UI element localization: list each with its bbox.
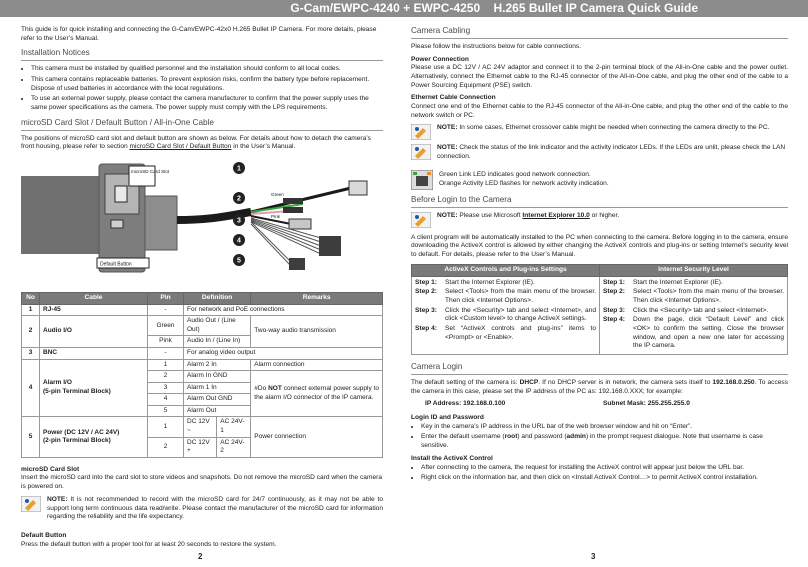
default-button-text: Press the default button with a proper tool for at least 20 seconds to restore the system. bbox=[21, 540, 277, 548]
ip-address-example: IP Address: 192.168.0.100 bbox=[425, 400, 506, 408]
green-led-text: Green Link LED indicates good network connection. bbox=[439, 171, 591, 179]
table-row: 4 Alarm I/O (5-pin Terminal Block) 1 Alarm 2 In Alarm connection bbox=[22, 359, 383, 371]
installation-item: • This camera contains replaceable batteries. To prevent explosion risks, confirm the battery type before replacement. Dispose of used batteries in accordance with the local regulations. bbox=[31, 76, 383, 93]
default-button-label: Default Button bbox=[100, 261, 132, 268]
note-icon bbox=[411, 144, 431, 160]
login-heading: Before Login to the Camera bbox=[411, 195, 788, 208]
page-header bbox=[0, 0, 808, 17]
list-item: • After connecting to the camera, the request for installing the ActiveX control will appear just below the URL bar. bbox=[421, 464, 788, 473]
pin-table-header bbox=[22, 292, 383, 304]
col-remarks: Remarks bbox=[251, 292, 383, 304]
header-title: G-Cam/EWPC-4240 + EWPC-4250 H.265 Bullet IP Camera Quick Guide bbox=[290, 1, 698, 15]
note-icon bbox=[411, 212, 431, 228]
callout-number: 3 bbox=[237, 217, 241, 225]
idpw-heading: Login ID and Password bbox=[411, 414, 484, 422]
camera-figure bbox=[21, 158, 383, 284]
cable-power bbox=[251, 222, 291, 266]
rj45-led-icon bbox=[411, 170, 433, 190]
col-cable: Cable bbox=[40, 292, 148, 304]
ie-version-link: Internet Explorer 10.0 bbox=[522, 211, 590, 219]
page-number-right: 3 bbox=[591, 552, 596, 561]
callout-number: 1 bbox=[237, 165, 241, 173]
slot-section-text: The positions of microSD card slot and default button are shown as below. For details about how to detach the camera’s front housing, please refer to section microSD Card Slot / Default Button in the User’s Manual. bbox=[21, 134, 371, 151]
page-number-left: 2 bbox=[198, 552, 203, 561]
table-row: 2 Audio I/O Green Audio Out / (Line Out) Two-way audio transmission bbox=[22, 316, 383, 336]
col-no: No bbox=[22, 292, 40, 304]
led-note: NOTE: Check the status of the link indicator and the activity indicator LEDs. If the LEDs are unlit, please check the LAN connection. bbox=[411, 144, 788, 165]
manual-section-link: microSD Card Slot / Default Button bbox=[129, 143, 232, 151]
intro-text: This guide is for quick installing and connecting the G-Cam/EWPC-42x0 H.265 Bullet IP Camera. For more details, please refer to the User’s Manual. bbox=[21, 26, 377, 42]
default-button-icon bbox=[111, 220, 123, 228]
table-row: 5 Alarm Out bbox=[22, 405, 383, 417]
installation-list bbox=[31, 65, 383, 113]
cabling-intro: Please follow the instructions below for cable connections. bbox=[411, 42, 582, 50]
pin-table bbox=[21, 292, 383, 458]
callout-number: 2 bbox=[237, 195, 241, 203]
camera-login-heading: Camera Login bbox=[411, 362, 788, 375]
orange-led-text: Orange Activity LED flashes for network activity indication. bbox=[439, 179, 609, 187]
note-icon bbox=[411, 124, 431, 140]
microsd-note: NOTE: It is not recommended to record with the microSD card for 24/7 continuously, as it may not be able to support long term continuous data read/write. Please contact the manufacturer of the microSD card for information regarding the reliability and the life expectancy. bbox=[21, 496, 383, 526]
subnet-mask-example: Subnet Mask: 255.255.255.0 bbox=[603, 400, 690, 408]
left-column bbox=[21, 26, 383, 553]
installation-heading: Installation Notices bbox=[21, 48, 383, 61]
camera-diagram bbox=[21, 158, 383, 284]
table-row: 4 Alarm Out GND bbox=[22, 394, 383, 406]
crossover-note: NOTE: In some cases, Ethernet crossover cable might be needed when connecting the camera directly to the PC. bbox=[411, 124, 788, 140]
col-pin: Pin bbox=[148, 292, 184, 304]
login-text: A client program will be automatically installed to the PC when connecting to the camera. Before logging in to the camera, ensure downloading the ActiveX control is allowed by either changing the ActiveX controls and plug-ins or setting Internet’s security level to default. For details, please refer to the User’s Manual. bbox=[411, 233, 788, 259]
activex-table bbox=[411, 264, 788, 355]
bnc-connector bbox=[289, 219, 311, 229]
list-item: • Enter the default username (root) and password (admin) in the prompt request dialogue. Note that username is case sensitive. bbox=[421, 433, 788, 450]
sd-slot-label: microSD Card Slot bbox=[131, 168, 170, 174]
camera-login-text: The default setting of the camera is: DHCP. If no DHCP server is in network, the camera sets itself to 192.168.0.250. To access the camera in this case, please set the IP address of the PC as: 192.168.0.XXX; for example: bbox=[411, 378, 788, 395]
slot-section-heading: microSD Card Slot / Default Button / All-in-One Cable bbox=[21, 118, 383, 131]
ethernet-heading: Ethernet Cable Connection bbox=[411, 94, 496, 102]
table-row: Pink Audio In / (Line In) bbox=[22, 336, 383, 348]
table-row: Step 1: Start the Internet Explorer (IE). Step 2: Select <Tools> from the main menu of the browser. Then click <Internet Options>. Step 3: Click the <Security> tab and select <Internet>, and click <Custom level> to change ActiveX settings. Step 4: Set “ActiveX controls and plug-ins” items to <Prompt> or <Enable>. Step 1: Start the Internet Explorer (IE). Step 2: Select <Tools> from the main menu of the browser. Then click <Internet Options>. Step 3: Click the <Security> tab and select <Internet>. Step 4: Down the page, click “Default Level” and click <OK> to confirm the setting. Close the browser window, and open a new one later for accessing the IP camera. bbox=[412, 276, 788, 355]
table-row: 5 Power (DC 12V / AC 24V) (2-pin Terminal Block) 1 DC 12V ~ AC 24V-1 Power connection bbox=[22, 417, 383, 437]
table-row: 3 Alarm 1 In bbox=[22, 382, 383, 394]
microsd-heading: microSD Card Slot bbox=[21, 465, 80, 473]
audio-plug-pink bbox=[283, 207, 303, 213]
right-column bbox=[411, 26, 788, 487]
table-row: 1 RJ-45 - For network and PoE connections bbox=[22, 304, 383, 316]
activex-install-heading: Install the ActiveX Control bbox=[411, 454, 493, 462]
microsd-text: Insert the microSD card into the card slot to store videos and snapshots. Do not remove the microSD card when the camera is powered on. bbox=[21, 474, 382, 491]
activex-install-list bbox=[421, 464, 788, 483]
ip-example bbox=[425, 400, 788, 409]
cabling-heading: Camera Cabling bbox=[411, 26, 788, 39]
installation-item: • To use an external power supply, please contact the camera manufacturer to confirm that the power supply uses the same power specifications as the camera. The power supply must comply with the LPS requirements. bbox=[31, 95, 383, 112]
ethernet-text: Connect one end of the Ethernet cable to the RJ-45 connector of the All-in-One cable, and plug the other end of the cable to the network switch or PC. bbox=[411, 103, 788, 119]
power-heading: Power Connection bbox=[411, 55, 469, 63]
callout-number: 4 bbox=[237, 237, 241, 245]
table-row: 3 BNC - For analog video output bbox=[22, 348, 383, 360]
power-terminal-block bbox=[289, 258, 305, 270]
green-wire-label: Green bbox=[271, 191, 284, 197]
sd-card-slot-icon bbox=[115, 186, 127, 202]
activex-settings-header: ActiveX Controls and Plug-ins Settings bbox=[412, 264, 600, 276]
pink-wire-label: Pink bbox=[271, 213, 280, 219]
list-item: • Right click on the information bar, and then click on <Install ActiveX Control…> to permit ActiveX control installation. bbox=[421, 474, 788, 483]
callout-number: 5 bbox=[237, 257, 241, 265]
camera-rear bbox=[145, 196, 177, 250]
default-button-heading: Default Button bbox=[21, 532, 67, 539]
list-item: • Key in the camera’s IP address in the URL bar of the web browser window and hit on “Enter”. bbox=[421, 423, 788, 432]
installation-item: • This camera must be installed by qualified personnel and the installation should conform to all local codes. bbox=[31, 65, 383, 74]
camera-body bbox=[21, 176, 99, 254]
note-icon bbox=[21, 496, 41, 512]
led-legend bbox=[411, 170, 788, 190]
audio-plug-green bbox=[283, 198, 303, 204]
power-text: Please use a DC 12V / AC 24V adaptor and connect it to the 2-pin terminal block of the All-in-One cable and the power outlet. Alternatively, connect the Ethernet cable to the RJ-45 connector of the All-in-One cable, and plug the other end of the cable to a Power Sourcing Equipment (PSE) switch. bbox=[411, 64, 788, 89]
rj45-connector bbox=[349, 181, 367, 195]
security-level-header: Internet Security Level bbox=[600, 264, 788, 276]
ie-note: NOTE: Please use Microsoft Internet Explorer 10.0 or higher. bbox=[411, 212, 788, 228]
alarm-terminal-block bbox=[319, 236, 341, 256]
table-row: 2 DC 12V + AC 24V-2 bbox=[22, 437, 383, 457]
table-row: 2 Alarm In GND #Do NOT connect external power supply to the alarm I/O connector of the IP camera. bbox=[22, 371, 383, 383]
col-definition: Definition bbox=[184, 292, 251, 304]
idpw-list bbox=[421, 423, 788, 451]
